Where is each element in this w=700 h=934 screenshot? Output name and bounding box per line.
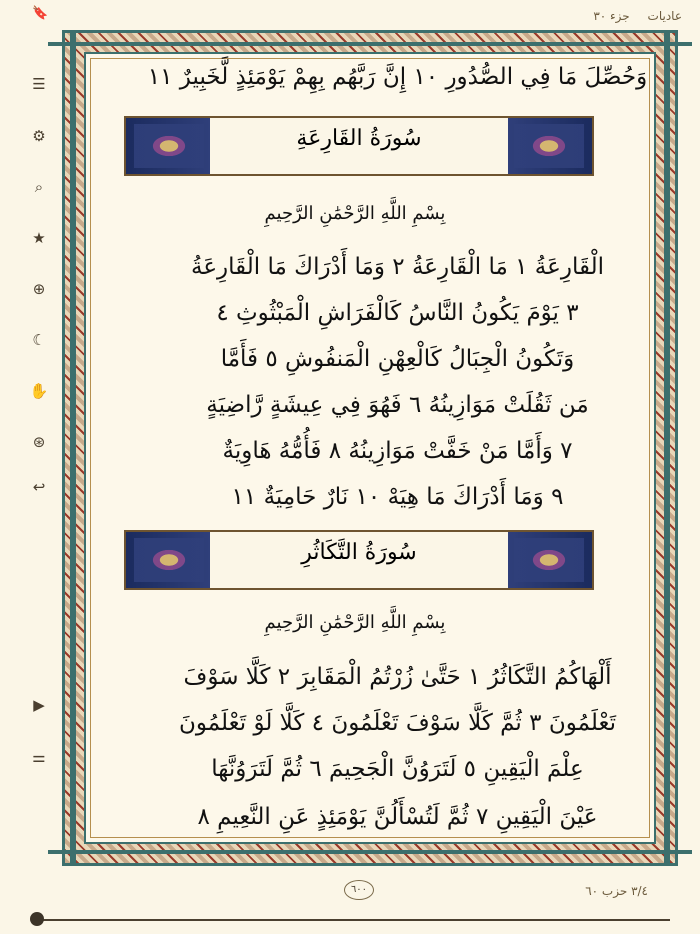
verse-line[interactable]: مَن ثَقُلَتْ مَوَازِينُهُ ٦ فَهُوَ فِي عِيشَةٍ رَّاضِيَةٍ bbox=[206, 392, 589, 418]
basmala: بِسْمِ اللَّهِ الرَّحْمَٰنِ الرَّحِيمِ bbox=[264, 203, 446, 224]
verse-line[interactable]: وَتَكُونُ الْجِبَالُ كَالْعِهْنِ الْمَنفُوشِ ٥ فَأَمَّا bbox=[220, 346, 575, 372]
frame-bar-bottom bbox=[48, 850, 692, 854]
verse-line[interactable]: ٣ يَوْمَ يَكُونُ النَّاسُ كَالْفَرَاشِ الْمَبْثُوثِ ٤ bbox=[216, 300, 579, 326]
globe-icon[interactable]: ⊛ bbox=[32, 433, 46, 451]
ornament-icon bbox=[514, 538, 584, 582]
hizb-label: ٣/٤ حزب ٦٠ bbox=[585, 884, 648, 898]
basmala: بِسْمِ اللَّهِ الرَّحْمَٰنِ الرَّحِيمِ bbox=[264, 612, 446, 633]
star-bookmark-icon[interactable]: ★ bbox=[32, 229, 46, 247]
top-bar bbox=[0, 0, 700, 32]
verse-line[interactable]: وَحُصِّلَ مَا فِي الصُّدُورِ ١٠ إِنَّ رَبَّهُم بِهِمْ يَوْمَئِذٍ لَّخَبِيرٌ ١١ bbox=[147, 64, 648, 90]
verse-line[interactable]: ٧ وَأَمَّا مَنْ خَفَّتْ مَوَازِينُهُ ٨ فَأُمُّهُ هَاوِيَةٌ bbox=[222, 438, 573, 464]
sliders-icon[interactable]: ⚌ bbox=[32, 748, 46, 766]
ornament-icon bbox=[134, 124, 204, 168]
gear-icon[interactable]: ⚙ bbox=[32, 127, 46, 145]
verse-line[interactable]: عِلْمَ الْيَقِينِ ٥ لَتَرَوُنَّ الْجَحِيمَ ٦ ثُمَّ لَتَرَوُنَّهَا bbox=[211, 756, 584, 782]
hands-icon[interactable]: ✋ bbox=[29, 382, 49, 400]
page-header bbox=[579, 9, 682, 23]
verse-line[interactable]: تَعْلَمُونَ ٣ ثُمَّ كَلَّا سَوْفَ تَعْلَمُونَ ٤ كَلَّا لَوْ تَعْلَمُونَ bbox=[178, 710, 617, 736]
list-icon[interactable]: ☰ bbox=[32, 75, 46, 93]
page-slider-track[interactable] bbox=[38, 919, 670, 921]
page-slider-handle[interactable] bbox=[30, 912, 44, 926]
search-icon[interactable]: ⌕ bbox=[34, 178, 44, 196]
verse-line[interactable]: عَيْنَ الْيَقِينِ ٧ ثُمَّ لَتُسْأَلُنَّ يَوْمَئِذٍ عَنِ النَّعِيمِ ٨ bbox=[197, 804, 598, 830]
surah-title: سُورَةُ القَارِعَةِ bbox=[296, 126, 422, 151]
surah-header-banner bbox=[124, 116, 594, 176]
surah-name: عاديات bbox=[647, 9, 682, 23]
frame-pillar-left bbox=[70, 30, 76, 866]
verse-line[interactable]: ٩ وَمَا أَدْرَاكَ مَا هِيَهْ ١٠ نَارٌ حَامِيَةٌ ١١ bbox=[231, 484, 564, 510]
undo-icon[interactable]: ↩ bbox=[32, 478, 46, 496]
juz-label: جزء ٣٠ bbox=[593, 9, 630, 23]
bookmark-add-icon[interactable]: 🔖 bbox=[32, 6, 49, 21]
frame-bar-top bbox=[48, 42, 692, 46]
play-icon[interactable]: ▶ bbox=[33, 696, 45, 714]
verse-line[interactable]: الْقَارِعَةُ ١ مَا الْقَارِعَةُ ٢ وَمَا أَدْرَاكَ مَا الْقَارِعَةُ bbox=[191, 254, 604, 280]
verse-line[interactable]: أَلْهَاكُمُ التَّكَاثُرُ ١ حَتَّىٰ زُرْتُمُ الْمَقَابِرَ ٢ كَلَّا سَوْفَ bbox=[183, 664, 612, 690]
surah-header-banner bbox=[124, 530, 594, 590]
moon-icon[interactable]: ☾ bbox=[32, 331, 46, 349]
ornament-icon bbox=[134, 538, 204, 582]
zoom-icon[interactable]: ⊕ bbox=[32, 280, 46, 298]
page-number: ٦٠٠ bbox=[344, 880, 374, 900]
surah-title: سُورَةُ التَّكَاثُرِ bbox=[301, 540, 417, 565]
ornament-icon bbox=[514, 124, 584, 168]
